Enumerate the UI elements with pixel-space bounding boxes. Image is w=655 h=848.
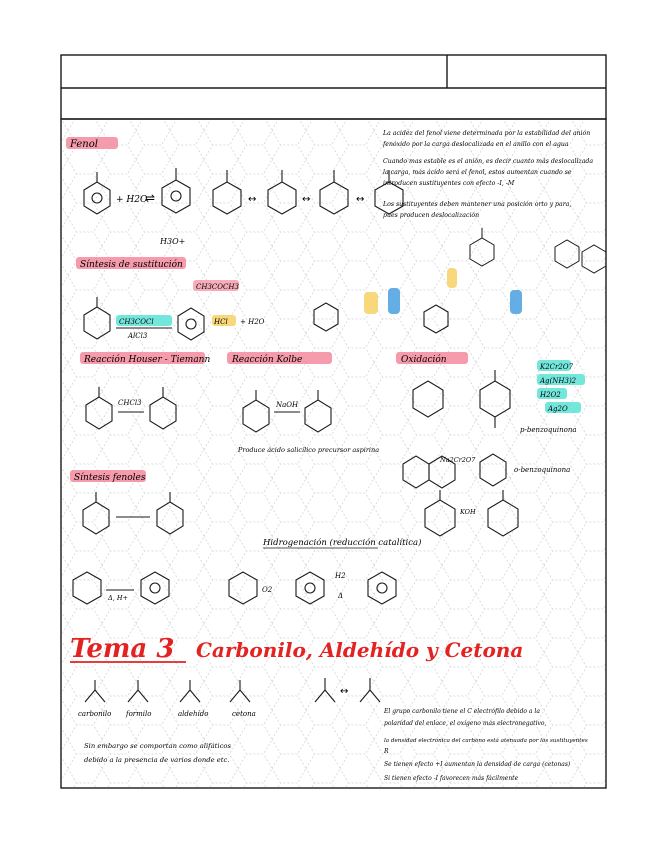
reagent-naoh-kolbe: NaOH <box>276 401 299 409</box>
h3o-caption: H3O+ <box>160 237 186 246</box>
note-br-0: El grupo carbonilo tiene el C electrófilo debido a la <box>384 708 540 715</box>
note-bl-0: Sin embargo se comportan como alifáticos <box>84 742 231 750</box>
section-kolbe-label: Reacción Kolbe <box>232 355 303 365</box>
resonance-arrow-3: ↔ <box>356 194 365 205</box>
section-sintesis-label: Síntesis de sustitución <box>80 260 183 270</box>
h2-label: H2 <box>335 572 346 580</box>
note-tr-0: La acidez del fenol viene determinada por la estabilidad del anión <box>383 130 591 137</box>
section-fenol-label: Fenol <box>70 139 98 150</box>
note-tr-3: la carga, más ácido será el fenol, estos aumentan cuando se <box>383 169 572 176</box>
note-tr-2: Cuando mas estable es el anión, es decir cuanto más deslocalizada <box>383 158 594 165</box>
carbonyl-label-1: formilo <box>126 710 152 718</box>
reagent-cl-ch2: CH3COCH3 <box>196 283 239 291</box>
note-tr-4: introducen sustituyentes con efecto -I, -M <box>383 180 515 187</box>
resonance-arrow-1: ↔ <box>248 194 257 205</box>
p-benzoquinona-label: p-benzoquinona <box>520 426 577 434</box>
carbonyl-label-3: cetona <box>232 710 256 718</box>
o2-label: O2 <box>262 586 273 594</box>
note-tr-5: Los sustituyentes deben mantener una posición orto y para, <box>383 201 572 208</box>
section-hidrogenacion-label: Hidrogenación (reducción catalítica) <box>263 538 422 548</box>
note-br-5: Si tienen efecto -I favorecen más fácilmente <box>384 775 519 782</box>
koh-label: KOH <box>460 508 476 516</box>
na2cr2o7-label: Na2Cr2O7 <box>440 456 476 464</box>
reagent-chcl3: CHCl3 <box>118 399 142 407</box>
resonance-arrow-2: ↔ <box>302 194 311 205</box>
note-br-1: polaridad del enlace, el oxígeno más electronegativo, <box>384 720 547 727</box>
ox-reagent-0: K2Cr2O7 <box>540 363 574 371</box>
header-table <box>61 55 606 119</box>
naoh-ext-label: Δ, H+ <box>108 594 128 602</box>
note-tr-1: fenóxido por la carga deslocalizada en el anillo con el agua <box>383 141 569 148</box>
note-tr-6: pues producen deslocalización <box>383 212 480 219</box>
note-br-2: la densidad electrónica del carbono está atenuada por los sustituyentes <box>384 738 588 744</box>
tema-title <box>70 634 523 664</box>
section-oxidacion-label: Oxidación <box>401 355 447 365</box>
ox-reagent-3: Ag2O <box>548 405 568 413</box>
reagent-ch3cocl: CH3COCl <box>119 318 154 326</box>
carbonyl-label-2: aldehído <box>178 710 209 718</box>
kolbe-caption: Produce ácido salicílico precursor aspirina <box>238 446 380 454</box>
plus-h2o: + H2O <box>116 195 148 205</box>
note-br-4: Se tienen efecto +I aumentan la densidad de carga (cetonas) <box>384 761 571 768</box>
tema-number: Tema 3 <box>70 634 175 664</box>
reagent-alcl3: AlCl3 <box>128 332 148 340</box>
heat-label: Δ <box>338 592 344 600</box>
carbonyl-resonance-arrow: ↔ <box>340 686 349 697</box>
note-bl-1: debido a la presencia de varios donde etc. <box>84 756 230 764</box>
carbonyl-label-0: carbonilo <box>78 710 112 718</box>
section-sintesis-fenoles-label: Síntesis fenoles <box>74 473 146 483</box>
tema-subject: Carbonilo, Aldehído y Cetona <box>196 638 524 662</box>
equilibrium-arrow: ⇌ <box>145 191 156 205</box>
reagent-hcl: HCl <box>214 318 228 326</box>
ox-reagent-1: Ag(NH3)2 <box>540 377 577 385</box>
note-br-3: R <box>384 748 389 755</box>
o-benzoquinona-label: o-benzoquinona <box>514 466 571 474</box>
ox-reagent-2: H2O2 <box>540 391 561 399</box>
section-hauser-label: Reacción Houser - Tiemann <box>84 355 211 365</box>
reagent-h2o-plus: + H2O <box>240 318 265 326</box>
